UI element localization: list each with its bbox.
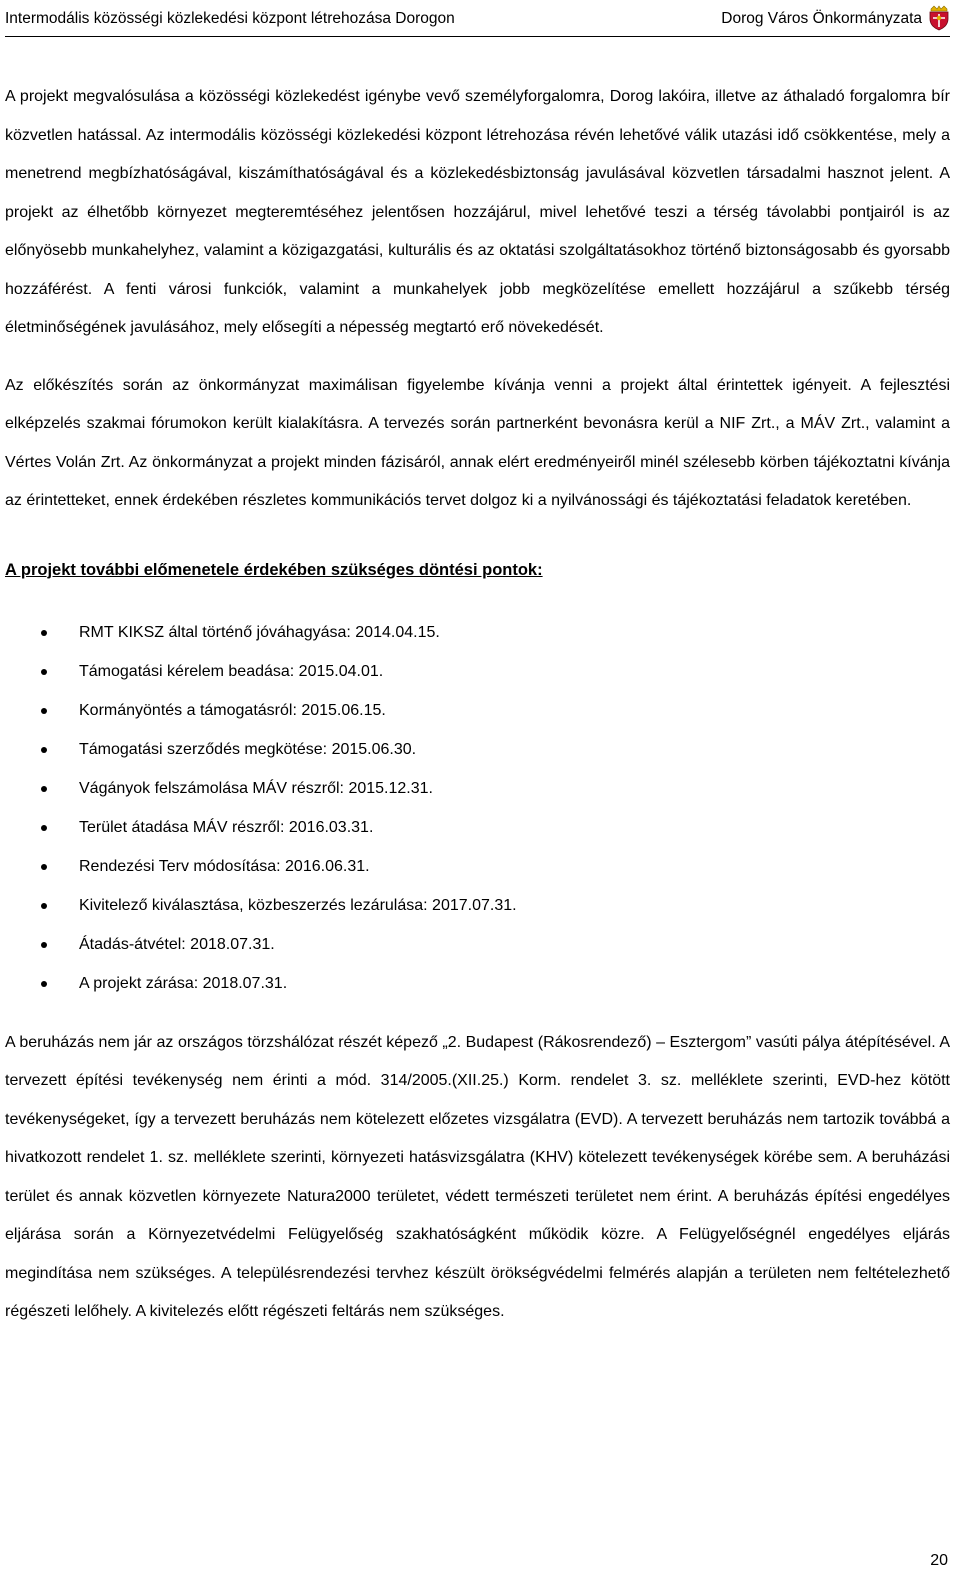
milestone-text: Kormányöntés a támogatásról: 2015.06.15. [79, 701, 386, 719]
header-organization [721, 8, 950, 31]
milestone-text: Vágányok felszámolása MÁV részről: 2015.12.31. [79, 779, 433, 797]
milestone-list [5, 623, 950, 1013]
bullet-icon [41, 747, 47, 753]
milestone-item [5, 662, 950, 701]
milestone-text: RMT KIKSZ által történő jóváhagyása: 2014.04.15. [79, 623, 440, 641]
paragraph-preparation: Az előkészítés során az önkormányzat maximálisan figyelembe kívánja venni a projekt által érintettek igényeit. A fejlesztési elképzelés szakmai fórumokon került kialakításra. A tervezés során partnerként bevonásra kerül a NIF Zrt., a MÁV Zrt., valamint a Vértes Volán Zrt. Az önkormányzat a projekt minden fázisáról, annak elért eredményeiről minél szélesebb körben tájékoztatni kívánja az érintetteket, ennek érdekében részletes kommunikációs tervet dolgoz ki a nyilvánossági és tájékoztatási feladatok keretében. [5, 376, 950, 509]
milestone-text: Támogatási kérelem beadása: 2015.04.01. [79, 662, 384, 680]
bullet-icon [41, 708, 47, 714]
milestone-item [5, 740, 950, 779]
coat-of-arms-icon [928, 5, 950, 31]
header-document-title: Intermodális közösségi közlekedési központ létrehozása Dorogon [5, 10, 455, 27]
milestone-text: Átadás-átvétel: 2018.07.31. [79, 935, 275, 953]
milestone-text: A projekt zárása: 2018.07.31. [79, 974, 288, 992]
milestone-text: Támogatási szerződés megkötése: 2015.06.30. [79, 740, 417, 758]
milestone-item [5, 896, 950, 935]
milestone-item [5, 935, 950, 974]
bullet-icon [41, 903, 47, 909]
milestone-text: Kivitelező kiválasztása, közbeszerzés lezárulása: 2017.07.31. [79, 896, 517, 914]
bullet-icon [41, 669, 47, 675]
bullet-icon [41, 864, 47, 870]
bullet-icon [41, 981, 47, 987]
milestone-item [5, 701, 950, 740]
document-body [5, 78, 950, 1332]
bullet-icon [41, 825, 47, 831]
page-header [5, 8, 950, 37]
bullet-icon [41, 942, 47, 948]
milestone-text: Terület átadása MÁV részről: 2016.03.31. [79, 818, 374, 836]
milestone-item [5, 623, 950, 662]
milestone-text: Rendezési Terv módosítása: 2016.06.31. [79, 857, 370, 875]
bullet-icon [41, 786, 47, 792]
paragraph-project-impact: A projekt megvalósulása a közösségi közlekedést igénybe vevő személyforgalomra, Dorog lakóira, illetve az áthaladó forgalomra bír közvetlen hatással. Az intermodális közösségi közlekedési központ létrehozása révén lehetővé válik utazási idő csökkentése, mely a menetrend megbízhatóságával, kiszámíthatóságával és a közlekedésbiztonság javulásával közvetlen társadalmi hasznot jelent. A projekt az élhetőbb környezet megteremtéséhez jelentősen hozzájárul, mivel lehetővé teszi a térség távolabbi pontjairól is az előnyösebb munkahelyhez, valamint a közigazgatási, kulturális és az oktatási szolgáltatásokhoz történő biztonságosabb és gyorsabb hozzáférést. A fenti városi funkciók, valamint a munkahelyek jobb megközelítése emellett hozzájárul a szűkebb térség életminőségének javulásához, mely elősegíti a népesség megtartó erő növekedését. [5, 88, 950, 336]
milestone-item [5, 779, 950, 818]
milestone-item [5, 857, 950, 896]
milestone-item [5, 974, 950, 1013]
section-title-decision-points: A projekt további előmenetele érdekében szükséges döntési pontok: [5, 560, 543, 579]
header-organization-name: Dorog Város Önkormányzata [721, 10, 922, 27]
paragraph-environmental-assessment: A beruházás nem jár az országos törzshálózat részét képező „2. Budapest (Rákosrendező) – Esztergom” vasúti pálya átépítésével. A tervezett építési tevékenység nem érinti a mód. 314/2005.(XII.25.) Korm. rendelet 3. sz. melléklete szerinti, EVD-hez kötött tevékenységeket, így a tervezett beruházás nem kötelezett előzetes vizsgálatra (EVD). A tervezett beruházás nem tartozik továbbá a hivatkozott rendelet 1. sz. melléklete szerinti, környezeti hatásvizsgálatra (KHV) kötelezett tevékenységek körébe sem. A beruházási terület és annak közvetlen környezete Natura2000 területet, védett természeti területet nem érint. A beruházás építési engedélyes eljárása során a Környezetvédelmi Felügyelőség szakhatóságként működik közre. A Felügyelőségnél engedélyes eljárás megindítása nem szükséges. A településrendezési tervhez készült örökségvédelmi felmérés alapján a területen nem feltételezhető régészeti lelőhely. A kivitelezés előtt régészeti feltárás nem szükséges. [5, 1033, 950, 1320]
bullet-icon [41, 630, 47, 636]
page-number: 20 [930, 1552, 948, 1569]
milestone-item [5, 818, 950, 857]
